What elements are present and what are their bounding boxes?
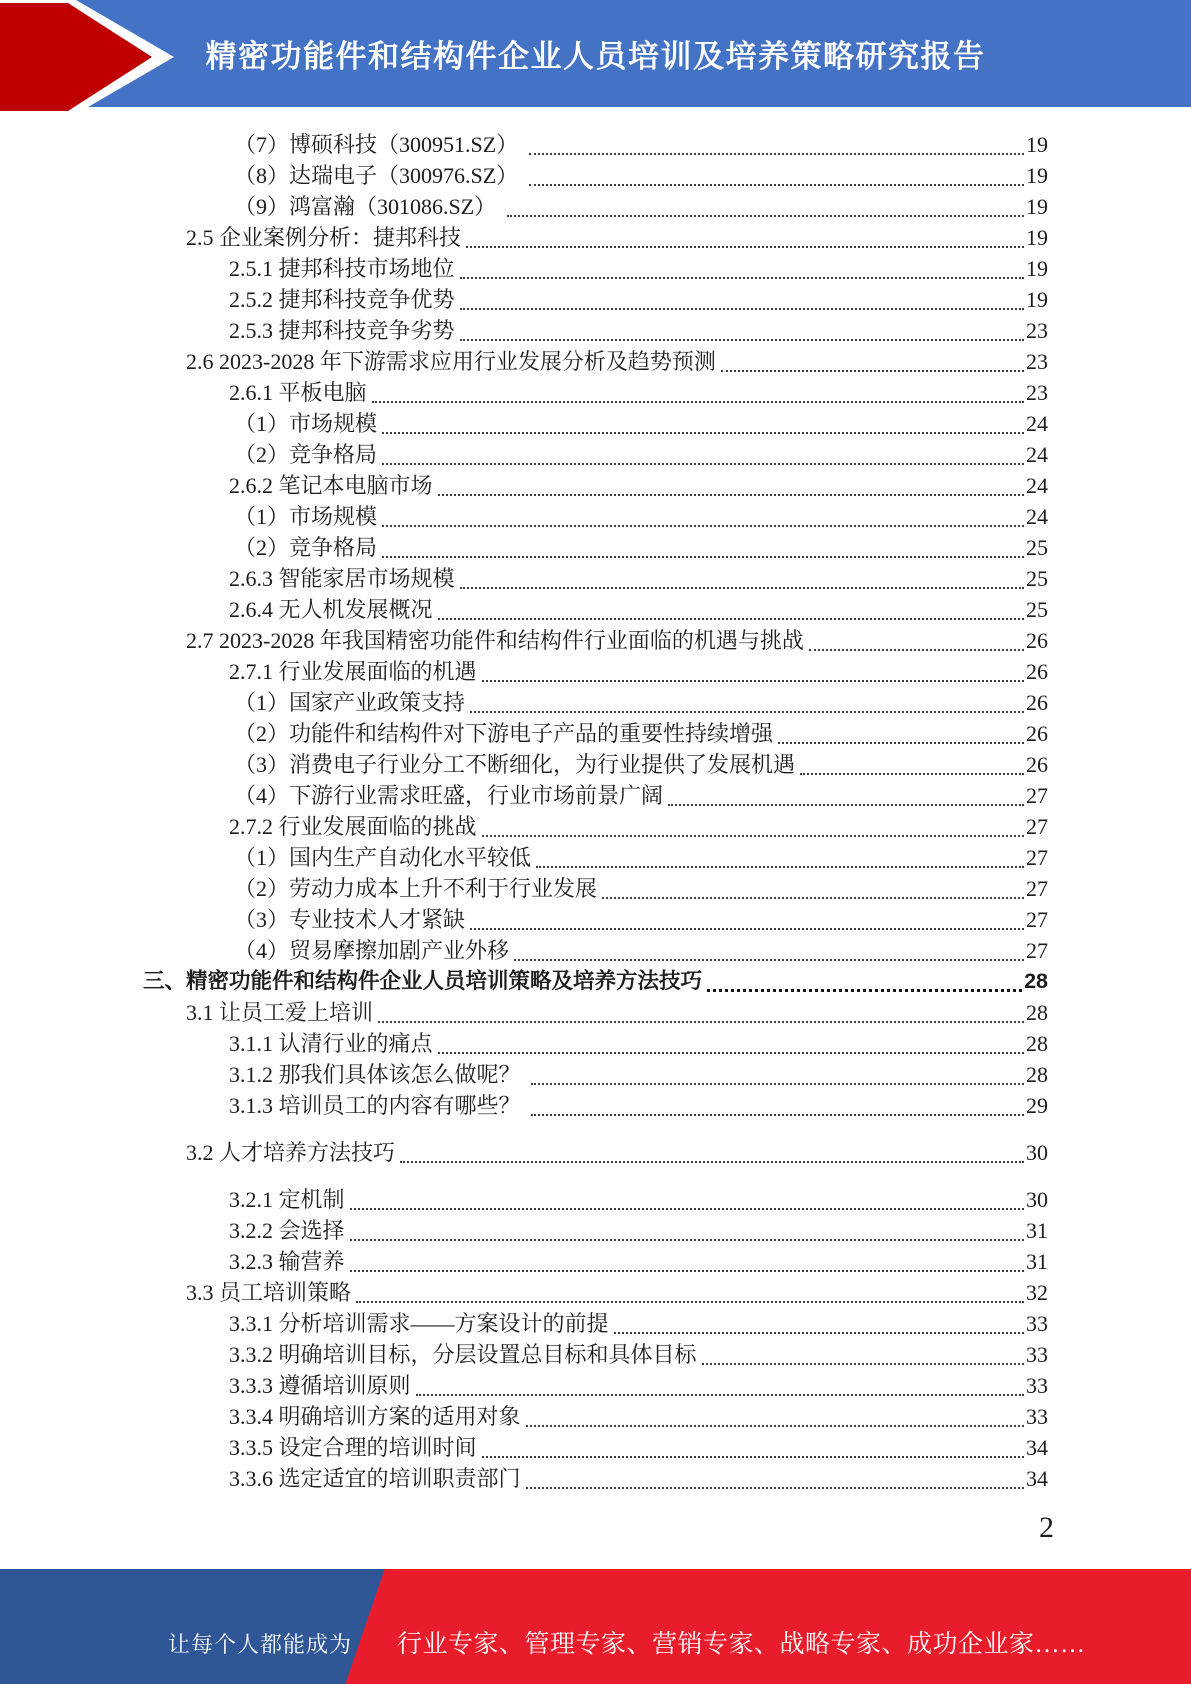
toc-dot-leader	[800, 749, 1024, 780]
toc-entry[interactable]	[143, 1090, 1048, 1121]
toc-dot-leader	[382, 408, 1024, 439]
toc-page-number: 27	[1026, 876, 1048, 901]
toc-dot-leader	[438, 470, 1024, 501]
toc-entry[interactable]	[143, 563, 1048, 594]
toc-entry-label: 3.2.3 输营养	[229, 1249, 345, 1274]
toc-dot-leader	[482, 1432, 1024, 1463]
toc-entry[interactable]	[143, 408, 1048, 439]
toc-dot-leader	[400, 1137, 1024, 1168]
toc-entry-label: 2.5.1 捷邦科技市场地位	[229, 256, 455, 281]
toc-dot-leader	[482, 811, 1024, 842]
toc-entry[interactable]	[143, 346, 1048, 377]
toc-page-number: 29	[1026, 1093, 1048, 1118]
toc-dot-leader	[460, 563, 1024, 594]
toc-entry-label: （1）市场规模	[234, 504, 378, 529]
toc-entry-label: 3.3.5 设定合理的培训时间	[229, 1435, 477, 1460]
toc-dot-leader	[514, 935, 1024, 966]
toc-dot-leader	[416, 1370, 1024, 1401]
toc-page-number: 25	[1026, 535, 1048, 560]
toc-dot-leader	[350, 1184, 1024, 1215]
toc-dot-leader	[602, 873, 1024, 904]
toc-entry-label: 2.5 企业案例分析：捷邦科技	[186, 225, 462, 250]
toc-page-number: 26	[1026, 628, 1048, 653]
toc-dot-leader	[668, 780, 1024, 811]
toc-entry-label: （3）消费电子行业分工不断细化，为行业提供了发展机遇	[234, 752, 796, 777]
toc-entry[interactable]	[143, 842, 1048, 873]
toc-page-number: 23	[1026, 349, 1048, 374]
toc-entry[interactable]	[143, 1401, 1048, 1432]
toc-page-number: 19	[1026, 194, 1048, 219]
toc-entry-label: （8）达瑞电子（300976.SZ）	[234, 163, 524, 188]
toc-entry[interactable]	[143, 594, 1048, 625]
toc-page-number: 34	[1026, 1466, 1048, 1491]
toc-dot-leader	[526, 1463, 1024, 1494]
toc-dot-leader	[460, 284, 1024, 315]
toc-page-number: 24	[1026, 504, 1048, 529]
toc-entry[interactable]	[143, 1463, 1048, 1494]
toc-page-number: 24	[1026, 473, 1048, 498]
toc-entry[interactable]	[143, 253, 1048, 284]
toc-entry[interactable]	[143, 1432, 1048, 1463]
toc-entry-label: 3.3.4 明确培训方案的适用对象	[229, 1404, 521, 1429]
toc-page-number: 28	[1026, 1000, 1048, 1025]
toc-entry-label: （2）功能件和结构件对下游电子产品的重要性持续增强	[234, 721, 774, 746]
toc-entry[interactable]	[143, 191, 1048, 222]
toc-dot-leader	[470, 687, 1024, 718]
toc-entry-label: 3.3.1 分析培训需求——方案设计的前提	[229, 1311, 609, 1336]
toc-page-number: 31	[1026, 1249, 1048, 1274]
toc-dot-leader	[614, 1308, 1024, 1339]
toc-page-number: 23	[1026, 380, 1048, 405]
toc-entry-label: （2）竞争格局	[234, 535, 378, 560]
toc-dot-leader	[482, 656, 1024, 687]
toc-entry[interactable]	[143, 966, 1048, 997]
toc-page-number: 23	[1026, 318, 1048, 343]
toc-page-number: 25	[1026, 566, 1048, 591]
toc-entry[interactable]	[143, 625, 1048, 656]
toc-entry-label: 2.7.2 行业发展面临的挑战	[229, 814, 477, 839]
toc-entry-label: （7）博硕科技（300951.SZ）	[234, 132, 524, 157]
toc-page-number: 24	[1026, 442, 1048, 467]
toc-dot-leader	[356, 1277, 1024, 1308]
toc-entry-label: 3.1.1 认清行业的痛点	[229, 1031, 433, 1056]
toc-dot-leader	[438, 1028, 1024, 1059]
toc-entry-label: 2.6 2023-2028 年下游需求应用行业发展分析及趋势预测	[186, 349, 716, 374]
toc-page-number: 26	[1026, 721, 1048, 746]
toc-entry[interactable]	[143, 129, 1048, 160]
page-number: 2	[1039, 1511, 1054, 1544]
toc-dot-leader	[526, 1401, 1024, 1432]
toc-page-number: 34	[1026, 1435, 1048, 1460]
toc-entry-label: （3）专业技术人才紧缺	[234, 907, 466, 932]
toc-entry-label: （2）竞争格局	[234, 442, 378, 467]
chevron-arrow-icon	[0, 0, 185, 116]
toc-entry[interactable]	[143, 315, 1048, 346]
toc-entry[interactable]	[143, 1246, 1048, 1277]
toc-entry-label: 3.2 人才培养方法技巧	[186, 1140, 396, 1165]
toc-entry[interactable]	[143, 160, 1048, 191]
toc-entry[interactable]	[143, 656, 1048, 687]
toc-page-number: 26	[1026, 659, 1048, 684]
toc-entry[interactable]	[143, 749, 1048, 780]
toc-entry-label: 三、精密功能件和结构件企业人员培训策略及培养方法技巧	[143, 969, 703, 993]
page-footer	[0, 1569, 1191, 1684]
report-title: 精密功能件和结构件企业人员培训及培养策略研究报告	[205, 39, 986, 74]
toc-page-number: 26	[1026, 752, 1048, 777]
footer-left-text: 让每个人都能成为	[168, 1632, 353, 1657]
toc-entry[interactable]	[143, 1308, 1048, 1339]
toc-dot-leader	[382, 439, 1024, 470]
toc-entry-label: 3.3.3 遵循培训原则	[229, 1373, 411, 1398]
toc-entry-label: 3.3.6 选定适宜的培训职责部门	[229, 1466, 521, 1491]
toc-entry[interactable]	[143, 1184, 1048, 1215]
toc-entry[interactable]	[143, 439, 1048, 470]
toc-entry[interactable]	[143, 687, 1048, 718]
toc-entry[interactable]	[143, 222, 1048, 253]
toc-dot-leader	[350, 1215, 1024, 1246]
toc-entry-label: （4）下游行业需求旺盛，行业市场前景广阔	[234, 783, 664, 808]
toc-page-number: 27	[1026, 938, 1048, 963]
toc-dot-leader	[531, 1090, 1024, 1121]
toc-entry-label: （4）贸易摩擦加剧产业外移	[234, 938, 510, 963]
toc-dot-leader	[809, 625, 1024, 656]
toc-entry-label: （1）国内生产自动化水平较低	[234, 845, 532, 870]
toc-entry[interactable]	[143, 1277, 1048, 1308]
toc-dot-leader	[382, 501, 1024, 532]
toc-page-number: 25	[1026, 597, 1048, 622]
toc-dot-leader	[529, 129, 1024, 160]
toc-dot-leader	[778, 718, 1024, 749]
toc-entry-label: 3.1 让员工爱上培训	[186, 1000, 374, 1025]
toc-entry[interactable]	[143, 1028, 1048, 1059]
toc-entry[interactable]	[143, 501, 1048, 532]
toc-page-number: 19	[1026, 225, 1048, 250]
toc-dot-leader	[507, 191, 1024, 222]
toc-dot-leader	[460, 315, 1024, 346]
toc-dot-leader	[721, 346, 1024, 377]
toc-page-number: 26	[1026, 690, 1048, 715]
toc	[143, 129, 1048, 1494]
toc-entry-label: 3.2.2 会选择	[229, 1218, 345, 1243]
toc-page-number: 27	[1026, 845, 1048, 870]
toc-page-number: 33	[1026, 1373, 1048, 1398]
toc-page-number: 30	[1026, 1140, 1048, 1165]
toc-page-number: 33	[1026, 1342, 1048, 1367]
toc-page-number: 33	[1026, 1311, 1048, 1336]
toc-dot-leader	[466, 222, 1024, 253]
toc-dot-leader	[382, 532, 1024, 563]
toc-entry[interactable]	[143, 780, 1048, 811]
toc-entry-label: 2.5.3 捷邦科技竞争劣势	[229, 318, 455, 343]
toc-entry-label: 2.7.1 行业发展面临的机遇	[229, 659, 477, 684]
toc-entry[interactable]	[143, 718, 1048, 749]
toc-dot-leader	[460, 253, 1024, 284]
toc-entry[interactable]	[143, 1370, 1048, 1401]
toc-dot-leader	[529, 160, 1024, 191]
toc-dot-leader	[707, 966, 1022, 997]
toc-page-number: 19	[1026, 287, 1048, 312]
toc-entry-label: 3.3.2 明确培训目标，分层设置总目标和具体目标	[229, 1342, 697, 1367]
toc-entry-label: 2.6.4 无人机发展概况	[229, 597, 433, 622]
toc-entry[interactable]	[143, 532, 1048, 563]
toc-page-number: 28	[1024, 969, 1048, 993]
toc-entry[interactable]	[143, 997, 1048, 1028]
toc-entry-label: （2）劳动力成本上升不利于行业发展	[234, 876, 598, 901]
toc-page-number: 27	[1026, 814, 1048, 839]
toc-entry-label: 2.6.2 笔记本电脑市场	[229, 473, 433, 498]
toc-entry[interactable]	[143, 1215, 1048, 1246]
toc-entry[interactable]	[143, 811, 1048, 842]
toc-entry-label: 3.2.1 定机制	[229, 1187, 345, 1212]
toc-page-number: 27	[1026, 907, 1048, 932]
toc-entry[interactable]	[143, 935, 1048, 966]
toc-entry-label: （1）国家产业政策支持	[234, 690, 466, 715]
toc-dot-leader	[378, 997, 1024, 1028]
toc-page-number: 19	[1026, 132, 1048, 157]
toc-dot-leader	[372, 377, 1024, 408]
toc-dot-leader	[536, 842, 1024, 873]
toc-page-number: 28	[1026, 1062, 1048, 1087]
toc-page-number: 32	[1026, 1280, 1048, 1305]
toc-entry[interactable]	[143, 904, 1048, 935]
footer-right-text: 行业专家、管理专家、营销专家、战略专家、成功企业家……	[397, 1631, 1086, 1658]
toc-entry-label: （9）鸿富瀚（301086.SZ）	[234, 194, 502, 219]
toc-page-number: 33	[1026, 1404, 1048, 1429]
toc-dot-leader	[350, 1246, 1024, 1277]
toc-entry-label: 2.5.2 捷邦科技竞争优势	[229, 287, 455, 312]
toc-dot-leader	[702, 1339, 1024, 1370]
toc-page-number: 19	[1026, 256, 1048, 281]
toc-entry[interactable]	[143, 873, 1048, 904]
toc-entry-label: （1）市场规模	[234, 411, 378, 436]
toc-entry[interactable]	[143, 377, 1048, 408]
toc-page-number: 24	[1026, 411, 1048, 436]
toc-entry[interactable]	[143, 1137, 1048, 1168]
toc-entry[interactable]	[143, 470, 1048, 501]
toc-entry[interactable]	[143, 1339, 1048, 1370]
toc-page-number: 31	[1026, 1218, 1048, 1243]
toc-page-number: 28	[1026, 1031, 1048, 1056]
toc-entry-label: 3.3 员工培训策略	[186, 1280, 352, 1305]
toc-dot-leader	[531, 1059, 1024, 1090]
toc-entry[interactable]	[143, 1059, 1048, 1090]
toc-entry[interactable]	[143, 284, 1048, 315]
toc-entry-label: 2.7 2023-2028 年我国精密功能件和结构件行业面临的机遇与挑战	[186, 628, 804, 653]
toc-page-number: 30	[1026, 1187, 1048, 1212]
toc-entry-label: 2.6.1 平板电脑	[229, 380, 367, 405]
toc-page-number: 19	[1026, 163, 1048, 188]
toc-entry-label: 3.1.3 培训员工的内容有哪些？	[229, 1093, 527, 1118]
toc-entry-label: 2.6.3 智能家居市场规模	[229, 566, 455, 591]
toc-dot-leader	[438, 594, 1024, 625]
toc-page-number: 27	[1026, 783, 1048, 808]
toc-dot-leader	[470, 904, 1024, 935]
toc-entry-label: 3.1.2 那我们具体该怎么做呢？	[229, 1062, 527, 1087]
